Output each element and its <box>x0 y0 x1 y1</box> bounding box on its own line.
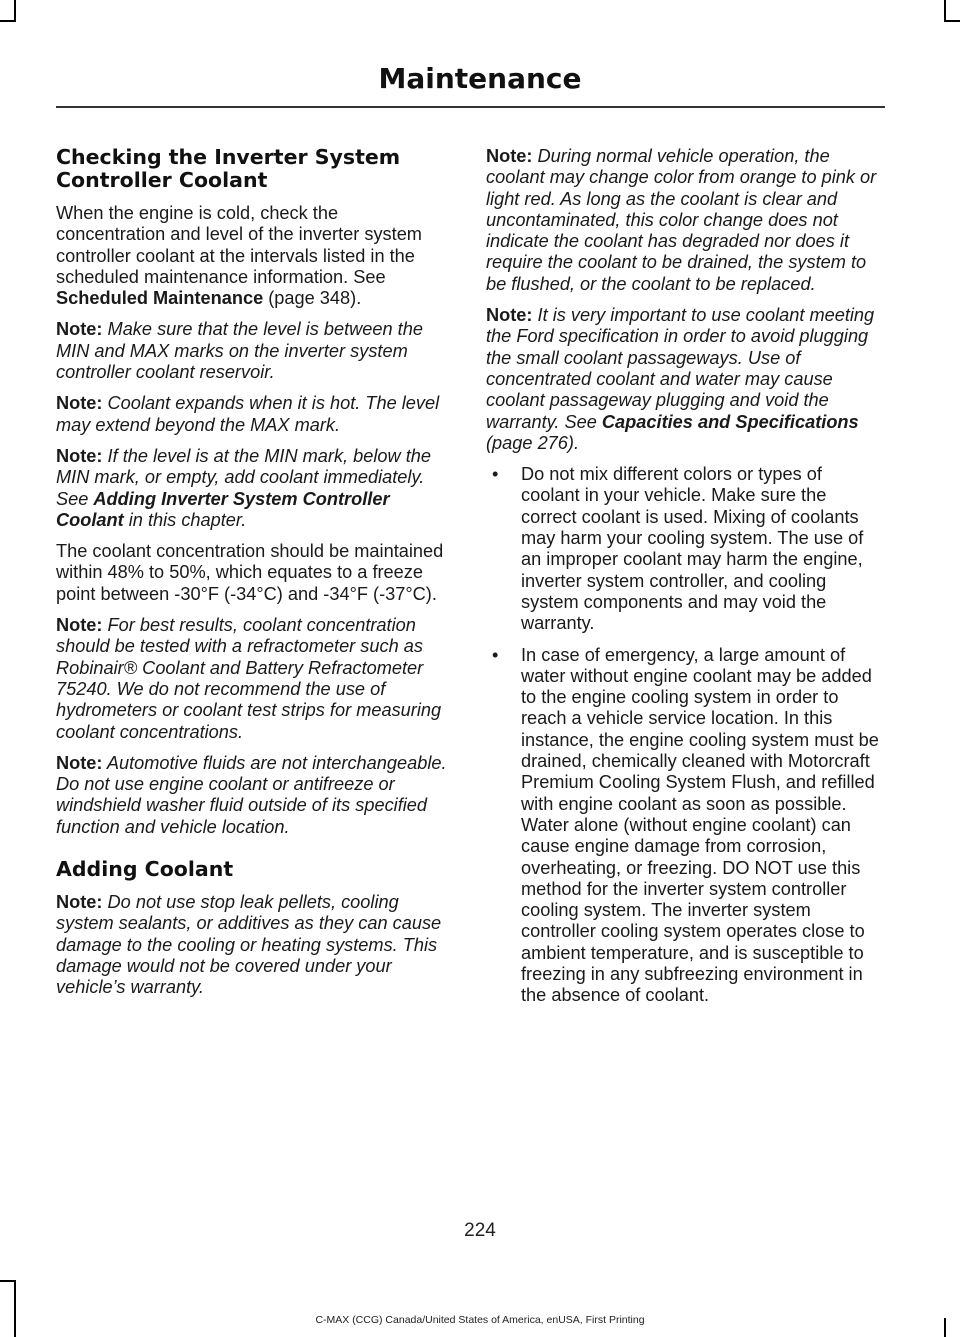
note-refractometer: Note: For best results, coolant concentration should be tested with a refractometer such as Robinair® Coolant and Battery Refractometer 75240. We do not recommend the use of hydrometers or coolant test strips for measuring coolant concentrations. <box>56 615 442 742</box>
scheduled-maintenance-link[interactable]: Scheduled Maintenance <box>56 288 264 309</box>
bullet-icon: • <box>492 644 499 665</box>
crop-mark <box>944 20 960 22</box>
list-item: • Do not mix different colors or types of coolant in your vehicle. Make sure the correct coolant is used. Mixing of coolants may harm your cooling system. The use of an improper coolant may harm the engine, inverter system controller, and cooling system components and may void the warranty. <box>492 464 864 634</box>
crop-mark <box>944 0 946 22</box>
note-low-level: Note: If the level is at the MIN mark, below the MIN mark, or empty, add coolant immediately. See Adding Inverter System Controller Coolant in this chapter. <box>56 445 432 530</box>
intro-paragraph: When the engine is cold, check the concentration and level of the inverter system controller coolant at the intervals listed in the scheduled maintenance information. See Scheduled Maintenance (page 348). <box>56 203 422 309</box>
crop-mark <box>0 20 16 22</box>
page-footer: C-MAX (CCG) Canada/United States of America, enUSA, First Printing <box>315 1314 645 1326</box>
note-color-change: Note: During normal vehicle operation, the coolant may change color from orange to pink or light red. As long as the coolant is clear and uncontaminated, this color change does not indicate the coolant has degraded nor does it require the coolant to be drained, the system to be flushed, or the coolant to be replaced. <box>486 146 877 294</box>
crop-mark <box>14 0 16 22</box>
bullet-icon: • <box>492 464 499 485</box>
capacities-specs-link[interactable]: Capacities and Specifications <box>601 411 859 432</box>
right-column <box>486 146 881 1017</box>
note-min-max: Note: Make sure that the level is between the MIN and MAX marks on the inverter system controller coolant reservoir. <box>56 319 423 383</box>
note-fluids: Note: Automotive fluids are not interchangeable. Do not use engine coolant or antifreeze or windshield washer fluid outside of its specified function and vehicle location. <box>56 752 447 837</box>
coolant-bullet-list <box>486 464 881 1006</box>
section-heading-adding-coolant: Adding Coolant <box>56 857 234 882</box>
adding-coolant-link[interactable]: Adding Inverter System Controller Coolant <box>56 488 390 530</box>
section-heading-inverter-coolant: Checking the Inverter System Controller Coolant <box>56 145 401 192</box>
crop-mark <box>0 1280 16 1282</box>
list-item: • In case of emergency, a large amount of water without engine coolant may be added to the engine cooling system in order to reach a vehicle service location. In this instance, the engine cooling system must be drained, chemically cleaned with Motorcraft Premium Cooling System Flush, and refilled with engine coolant as soon as possible. Water alone (without engine coolant) can cause engine damage from corrosion, overheating, or freezing. DO NOT use this method for the inverter system controller cooling system. The inverter system controller cooling system operates close to ambient temperature, and is susceptible to freezing in any subfreezing environment in the absence of coolant. <box>492 644 879 1006</box>
note-expansion: Note: Coolant expands when it is hot. The level may extend beyond the MAX mark. <box>56 393 440 435</box>
header-rule <box>56 106 885 108</box>
left-column <box>56 146 448 1009</box>
page-header-title: Maintenance <box>378 62 582 95</box>
page-number: 224 <box>464 1220 496 1241</box>
note-stop-leak: Note: Do not use stop leak pellets, cooling system sealants, or additives as they can cause damage to the cooling or heating systems. This damage would not be covered under your vehicle’s warranty. <box>56 892 442 998</box>
concentration-paragraph: The coolant concentration should be maintained within 48% to 50%, which equates to a freeze point between -30°F (-34°C) and -34°F (-37°C). <box>56 541 444 604</box>
crop-mark <box>14 1280 16 1337</box>
note-ford-spec: Note: It is very important to use coolant meeting the Ford specification in order to avoid plugging the small coolant passageways. Use of concentrated coolant and water may cause coolant passageway plugging and void the warranty. See Capacities and Specifications (page 276). <box>486 305 875 453</box>
